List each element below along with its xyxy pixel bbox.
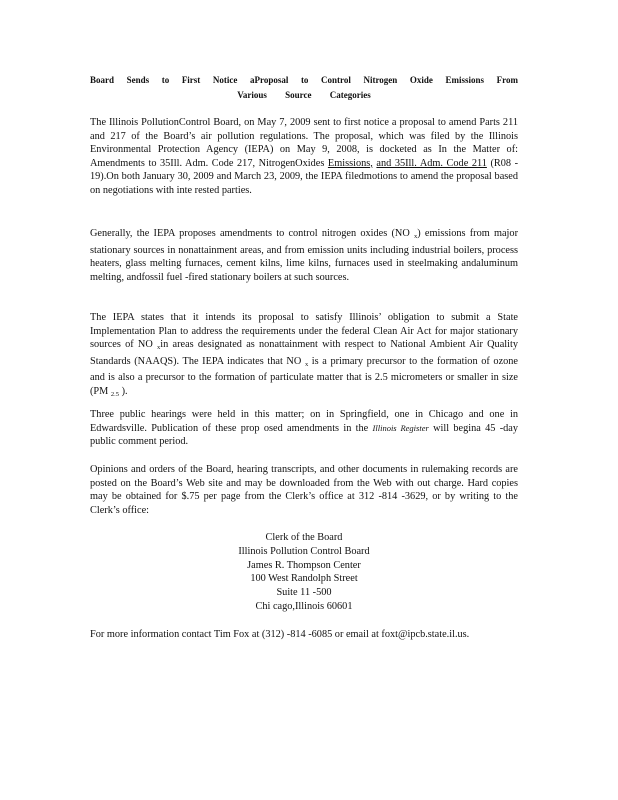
subscript: x bbox=[304, 360, 309, 368]
address-line: Chi cago,Illinois 60601 bbox=[255, 600, 353, 612]
paragraph-hearings bbox=[90, 408, 518, 449]
clerk-address-block bbox=[90, 531, 518, 614]
contact-text: For more information contact Tim Fox at (312) -814 -6085 or email at foxt@ipcb.state.il.us. bbox=[90, 629, 470, 640]
document-title bbox=[90, 73, 518, 103]
title-word: to bbox=[161, 75, 170, 85]
title-word: From bbox=[496, 75, 518, 85]
paragraph-text: Opinions and orders of the Board, hearing transcripts, and other documents in rulemaking records are posted on the Board’s Web site and may be downloaded from the Web with out charge. Hard copies may be obtained for $.75 per page from the Clerk’s office at 312 -814 -3629, or by writing to the Clerk’s office: bbox=[90, 464, 518, 516]
paragraph-text: in areas designated as nonattainment with respect to National Ambient Air Quality Standards (NAAQS). The IEPA indicates that NO bbox=[90, 339, 518, 367]
title-word: Oxide bbox=[409, 75, 433, 85]
paragraph-iepa-states bbox=[90, 311, 518, 401]
title-word: Notice bbox=[212, 75, 238, 85]
title-line-2 bbox=[90, 88, 518, 103]
paragraph-text: Generally, the IEPA proposes amendments to control nitrogen oxides (NO bbox=[90, 228, 414, 239]
paragraph-text: will begina 45 -day public comment period. bbox=[90, 422, 519, 447]
address-line: Suite 11 -500 bbox=[276, 587, 332, 599]
title-word: Source bbox=[285, 90, 312, 100]
paragraph-general bbox=[90, 227, 518, 284]
underlined-text: Emissions, bbox=[327, 157, 373, 169]
paragraph-first-notice bbox=[90, 116, 518, 197]
address-line: Clerk of the Board bbox=[265, 532, 343, 543]
paragraph-opinions bbox=[90, 463, 518, 517]
title-line-1 bbox=[90, 73, 518, 88]
italic-publication-name: Illinois Register bbox=[372, 422, 429, 433]
paragraph-text: The Illinois PollutionControl Board, on May 7, 2009 sent to first notice a proposal to amend Parts 211 and 217 of the Board’s air pollution regulations. The proposal, which was filed by the Illinois Environmental Protection Agency (IEPA) on May 9, 2008, is docketed as In the Matter of: Amendments to 35Ill. Adm. Code 217, NitrogenOxides bbox=[90, 117, 518, 169]
underlined-text: and 35Ill. Adm. Code 211 bbox=[376, 157, 487, 169]
title-word: Various bbox=[237, 90, 267, 100]
subscript: 2.5 bbox=[110, 390, 120, 398]
subscript: x bbox=[157, 344, 161, 351]
title-word: Board bbox=[90, 75, 115, 85]
address-line: Illinois Pollution Control Board bbox=[238, 545, 370, 557]
title-word: First bbox=[181, 75, 201, 85]
title-word: Sends bbox=[126, 75, 150, 85]
address-line: James R. Thompson Center bbox=[247, 559, 361, 571]
address-line: 100 West Randolph Street bbox=[250, 573, 358, 585]
paragraph-text: ). bbox=[119, 385, 128, 397]
title-word: Emissions bbox=[445, 75, 485, 85]
title-word: Control bbox=[321, 75, 351, 85]
title-word: aProposal bbox=[250, 75, 289, 85]
paragraph-text: ) emissions from major stationary sources in nonattainment areas, and from emission units including industrial boilers, process heaters, glass melting furnaces, cement kilns, lime kilns, furnaces used in steelmaking andaluminum melting, andfossil fuel -fired stationary boilers at such sources. bbox=[90, 228, 518, 283]
paragraph-text: Three public hearings were held in this matter; on in Springfield, one in Chicago and one in Edwardsville. Publication of these prop osed amendments in the bbox=[90, 409, 518, 434]
title-word: Categories bbox=[329, 90, 371, 100]
title-word: to bbox=[300, 75, 309, 85]
paragraph-text: (R08 - 19).On both January 30, 2009 and March 23, 2009, the IEPA filedmotions to amend the proposal based on negotiations with inte rested parties. bbox=[90, 157, 519, 196]
paragraph-text: The IEPA states that it intends its proposal to satisfy Illinois’ obligation to submit a State Implementation Plan to address the requirements under the federal Clean Air Act for major stationary sources of NO bbox=[90, 312, 518, 350]
title-word: Nitrogen bbox=[363, 75, 398, 85]
paragraph-contact bbox=[90, 628, 518, 642]
subscript: x bbox=[414, 233, 418, 240]
paragraph-text: is a primary precursor to the formation of ozone and is also a precursor to the formation of particulate matter that is 2.5 micrometers or smaller in size (PM bbox=[90, 355, 519, 397]
